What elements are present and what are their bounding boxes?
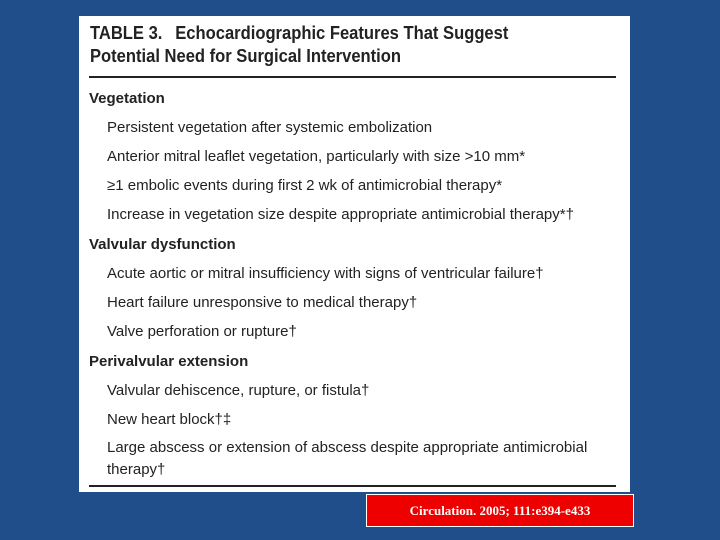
table-row-item: Anterior mitral leaflet vegetation, particularly with size >10 mm*: [107, 148, 526, 165]
table-row-item: Valve perforation or rupture†: [107, 323, 297, 340]
table-bottom-rule: [89, 485, 616, 487]
table-row-item: Large abscess or extension of abscess despite appropriate antimicrobial therapy†: [107, 439, 588, 478]
section-heading-vegetation: Vegetation: [89, 90, 165, 107]
table-row-item: Increase in vegetation size despite appropriate antimicrobial therapy*†: [107, 206, 574, 223]
table-title: [90, 22, 578, 68]
table-row-item: New heart block†‡: [107, 411, 232, 428]
table-row-item: ≥1 embolic events during first 2 wk of antimicrobial therapy*: [107, 177, 503, 194]
table-row-item: Heart failure unresponsive to medical therapy†: [107, 294, 418, 311]
table-top-rule: [89, 76, 616, 78]
table-card: [79, 16, 630, 492]
table-row-item: Acute aortic or mitral insufficiency with signs of ventricular failure†: [107, 265, 544, 282]
section-heading-valvular-dysfunction: Valvular dysfunction: [89, 236, 236, 253]
section-heading-perivalvular-extension: Perivalvular extension: [89, 353, 249, 370]
table-row-item: Persistent vegetation after systemic embolization: [107, 119, 433, 136]
citation-box: Circulation. 2005; 111:e394-e433: [366, 494, 634, 527]
table-row-item: Valvular dehiscence, rupture, or fistula†: [107, 382, 370, 399]
table-number: TABLE 3.: [90, 23, 163, 43]
table-title-text: Echocardiographic Features That Suggest Potential Need for Surgical Intervention: [90, 23, 509, 66]
